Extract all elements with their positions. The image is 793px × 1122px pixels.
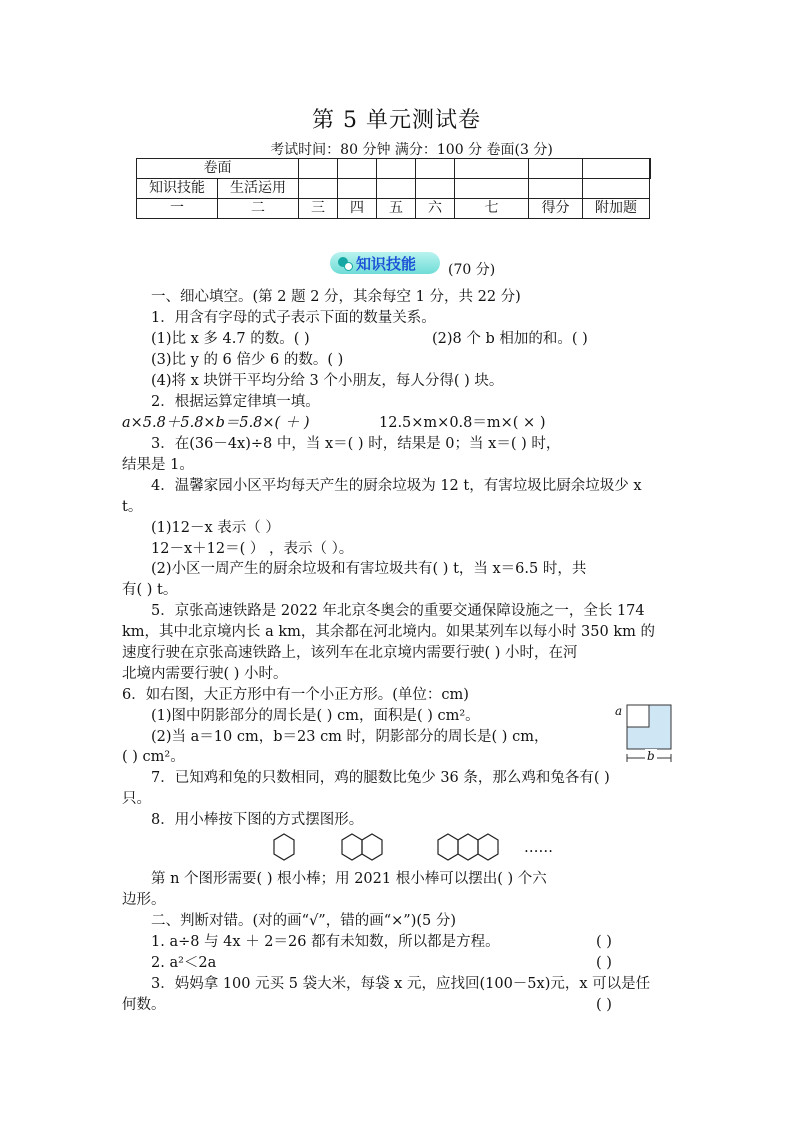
question-line: 12－x＋12＝( ） ，表示（ ）。 [151,541,354,557]
score-blank[interactable] [338,179,377,199]
score-cell-juanmian: 卷面 [137,159,299,179]
question-line: 结果是 1。 [122,457,194,473]
section-badge-label: 知识技能 [356,255,417,273]
score-blank[interactable] [529,179,583,199]
score-blank[interactable] [377,159,416,179]
score-blank[interactable] [416,179,455,199]
label-a: a [615,704,623,718]
score-head-2: 二 [218,199,299,219]
question-line: 4．温馨家园小区平均每天产生的厨余垃圾为 12 t，有害垃圾比厨余垃圾少 x [151,478,642,494]
question-line: (3)比 y 的 6 倍少 6 的数。( ) [151,352,344,368]
question-line: (1)12－x 表示（ ） [151,520,280,536]
score-head-6: 六 [416,199,455,219]
hexagon-2b [362,834,382,860]
question-line: (2)小区一周产生的厨余垃圾和有害垃圾共有( ) t，当 x＝6.5 时，共 [151,561,587,577]
score-head-7: 七 [455,199,529,219]
question-line: 二、判断对错。(对的画“√”，错的画“×”)(5 分) [151,913,457,929]
hexagon-3a [438,834,458,860]
exam-info: 考试时间：80 分钟 满分：100 分 卷面(3 分) [270,142,553,158]
question-line: 一、细心填空。(第 2 题 2 分，其余每空 1 分，共 22 分) [151,289,521,305]
question-line: (1)比 x 多 4.7 的数。( ) [151,331,310,347]
score-blank[interactable] [583,159,650,179]
score-head-total: 得分 [529,199,583,219]
question-line: 12.5×m×0.8＝m×( × ) [379,415,546,431]
score-head-extra: 附加题 [583,199,650,219]
score-blank[interactable] [299,179,338,199]
ellipsis: …… [524,840,553,856]
question-line: (2)8 个 b 相加的和。( ) [432,331,588,347]
score-blank[interactable] [338,159,377,179]
question-line: (1)图中阴影部分的周长是( ) cm，面积是( ) cm²。 [151,708,480,724]
score-cell-skill: 知识技能 [137,179,218,199]
answer-blank[interactable]: ( ) [596,955,612,971]
hexagon-3c [478,834,498,860]
question-line: 3．妈妈拿 100 元买 5 袋大米，每袋 x 元，应找回(100－5x)元，x 可以是任 [151,976,651,992]
score-head-3: 三 [299,199,338,219]
score-blank[interactable] [583,179,650,199]
hexagon-pattern [270,832,540,868]
question-line: 2. a²＜2a [151,955,217,971]
answer-blank[interactable]: ( ) [596,997,612,1013]
question-line: 第 n 个图形需要( ) 根小棒；用 2021 根小棒可以摆出( ) 个六 [151,871,547,887]
question-line: 3．在(36－4x)÷8 中，当 x＝( ) 时，结果是 0；当 x＝( ) 时， [151,436,561,452]
question-line: 何数。 [122,997,166,1013]
question-line: 边形。 [122,892,166,908]
label-b: b [647,749,655,763]
question-line: 1．用含有字母的式子表示下面的数量关系。 [151,310,436,326]
question-line: 2．根据运算定律填一填。 [151,394,320,410]
score-blank[interactable] [455,159,529,179]
score-blank[interactable] [455,179,529,199]
question-line: 8．用小棒按下图的方式摆图形。 [151,812,364,828]
question-line: 5．京张高速铁路是 2022 年北京冬奥会的重要交通保障设施之一，全长 174 [151,603,645,619]
score-head-4: 四 [338,199,377,219]
question-line: ( ) cm²。 [122,749,185,765]
score-head-5: 五 [377,199,416,219]
question-line: 只。 [122,791,151,807]
question-line: 7．已知鸡和兔的只数相同，鸡的腿数比兔少 36 条，那么鸡和兔各有( ) [151,770,610,786]
score-blank[interactable] [529,159,583,179]
score-cell-life: 生活运用 [218,179,299,199]
hexagon-3b [458,834,478,860]
question-line: 6．如右图，大正方形中有一个小正方形。(单位：cm) [122,687,469,703]
section-badge [330,252,440,274]
question-line: (4)将 x 块饼干平均分给 3 个小朋友，每人分得( ) 块。 [151,373,504,389]
question-line: a×5.8＋5.8×b＝5.8×( ＋ ) [122,415,310,431]
hexagon-1 [274,834,294,860]
question-line: (2)当 a＝10 cm，b＝23 cm 时，阴影部分的周长是( ) cm， [151,729,549,745]
question-line: t。 [122,499,143,515]
hexagon-2a [342,834,362,860]
page-title: 第 5 单元测试卷 [312,108,481,133]
question-line: 有( ) t。 [122,582,178,598]
score-table [136,158,651,219]
badge-dot-icon [344,262,353,271]
question-line: 1. a÷8 与 4x ＋ 2＝26 都有未知数，所以都是方程。 [151,934,500,950]
score-blank[interactable] [299,159,338,179]
section-score: (70 分) [448,262,496,278]
question-line: km，其中北京境内长 a km，其余都在河北境内。如果某列车以每小时 350 km 的 [122,624,655,640]
score-blank[interactable] [650,159,651,179]
question-line: 北境内需要行驶( ) 小时。 [122,666,288,682]
question-line: 速度行驶在京张高速铁路上，该列车在北京境内需要行驶( ) 小时，在河 [122,645,578,661]
score-blank[interactable] [377,179,416,199]
score-head-1: 一 [137,199,218,219]
score-blank[interactable] [416,159,455,179]
answer-blank[interactable]: ( ) [596,934,612,950]
